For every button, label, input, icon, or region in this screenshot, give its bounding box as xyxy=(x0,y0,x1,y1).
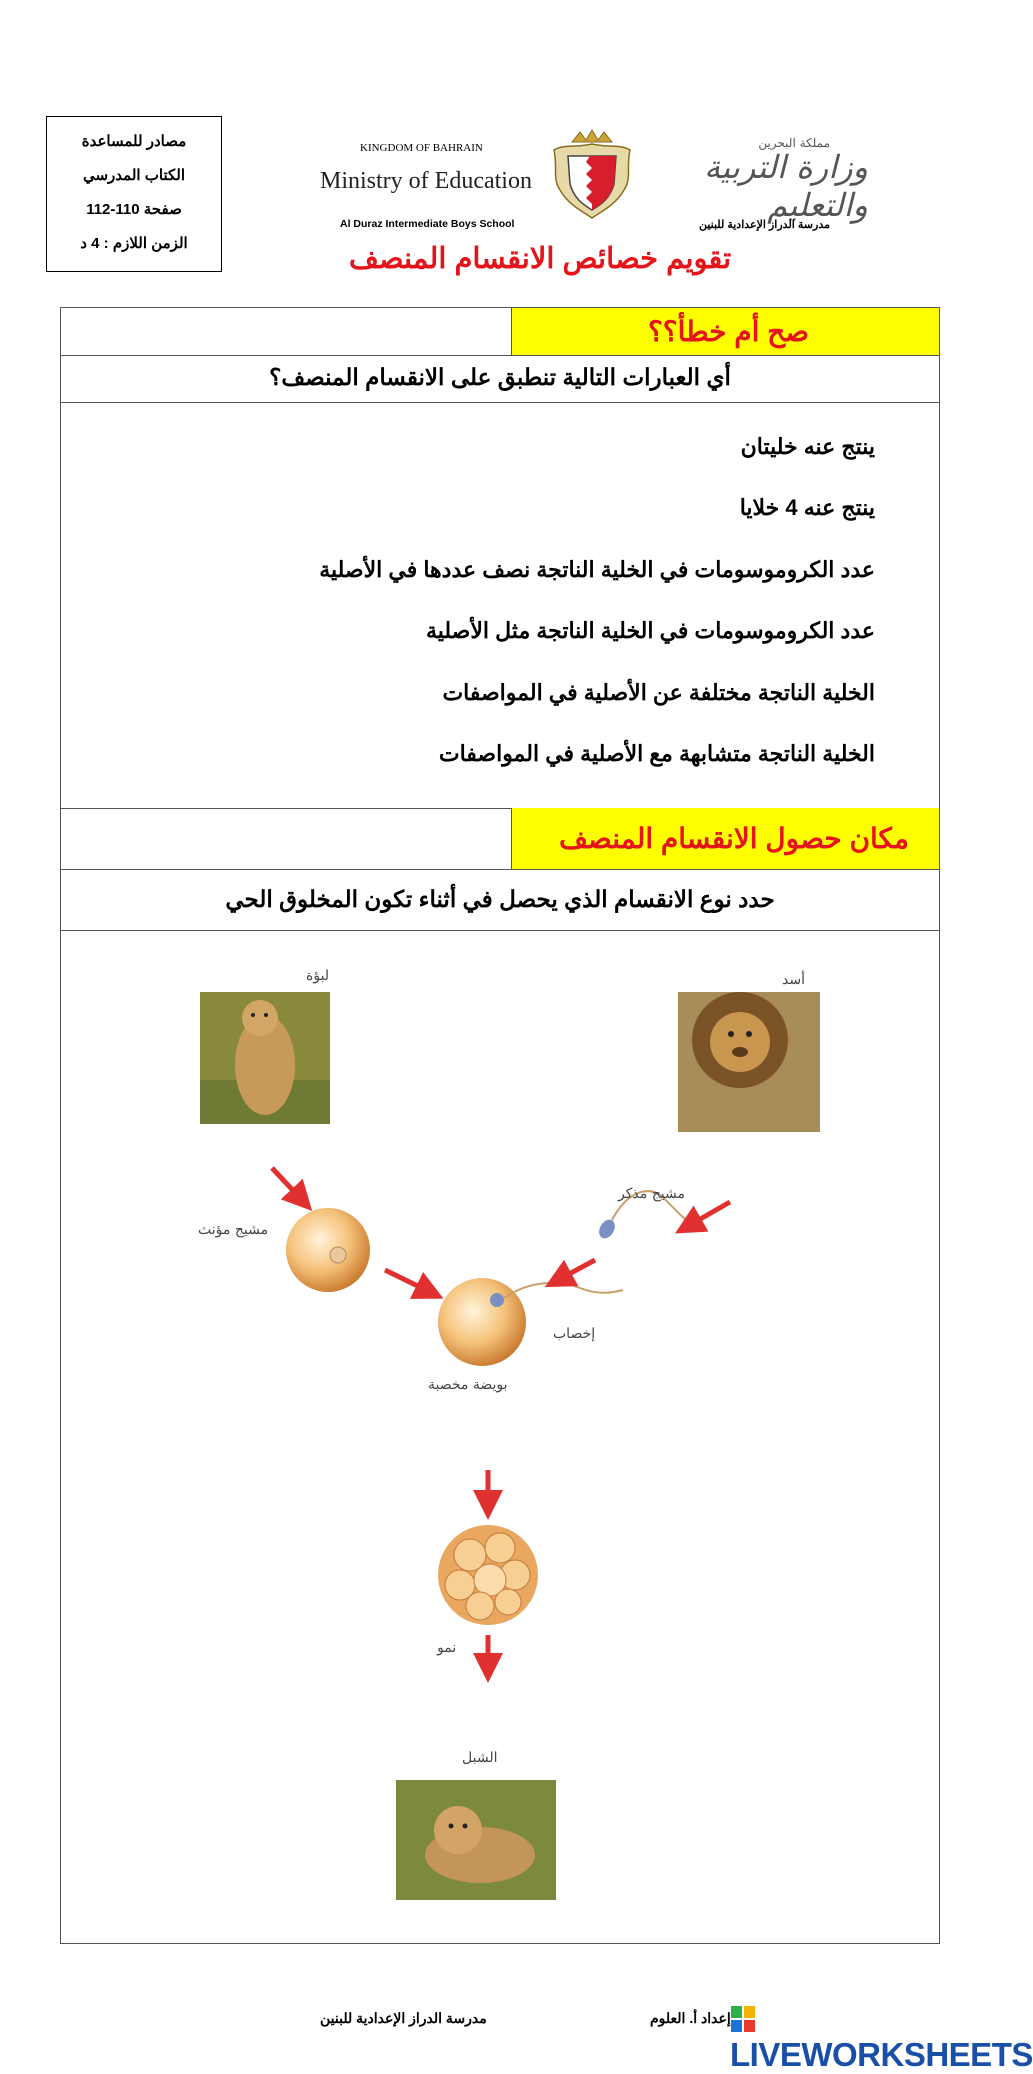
liveworksheets-logo[interactable] xyxy=(730,1998,1033,2074)
cub-photo xyxy=(396,1780,556,1900)
textbook-label: الكتاب المدرسي xyxy=(82,167,185,184)
divider xyxy=(61,869,939,870)
fertilized-egg-label: بويضة مخصبة xyxy=(428,1377,508,1393)
meiosis-location-heading: مكان حصول الانقسام المنصف xyxy=(511,808,939,869)
school-en: Al Duraz Intermediate Boys School xyxy=(340,218,515,230)
female-gamete-label: مشيج مؤنث xyxy=(198,1222,269,1238)
statement-1[interactable]: ينتج عنه خليتان xyxy=(740,434,875,459)
footer-teacher: إعداد أ. العلوم xyxy=(650,2010,731,2026)
divider xyxy=(61,402,939,403)
kingdom-ar: مملكة البحرين xyxy=(758,136,830,150)
time-label: الزمن اللازم : 4 د xyxy=(80,235,188,252)
fertilized-egg-cell xyxy=(438,1278,623,1366)
embryo-cell xyxy=(438,1525,538,1625)
divider xyxy=(61,355,939,356)
section1-question: أي العبارات التالية تنطبق على الانقسام المنصف؟ xyxy=(269,364,731,390)
lioness-photo xyxy=(200,992,330,1124)
statement-4[interactable]: عدد الكروموسومات في الخلية الناتجة مثل الأصلية xyxy=(425,618,875,643)
statement-2[interactable]: ينتج عنه 4 خلايا xyxy=(739,495,875,520)
bahrain-emblem-icon xyxy=(550,128,634,220)
school-ar: مدرسة الدراز الإعدادية للبنين xyxy=(698,219,830,231)
pages-label: صفحة 110-112 xyxy=(86,201,182,218)
female-gamete-cell xyxy=(286,1208,370,1292)
male-gamete-label: مشيج مذكر xyxy=(618,1186,685,1202)
statement-6[interactable]: الخلية الناتجة متشابهة مع الأصلية في المواصفات xyxy=(438,741,875,766)
brand-text: LIVEWORKSHEETS xyxy=(730,2036,1033,2073)
cub-label: الشبل xyxy=(462,1750,498,1766)
true-false-heading: صح أم خطأ؟؟ xyxy=(511,308,939,355)
statement-3[interactable]: عدد الكروموسومات في الخلية الناتجة نصف عددها في الأصلية xyxy=(319,557,875,582)
lioness-label: لبؤة xyxy=(306,968,330,984)
resources-title: مصادر للمساعدة xyxy=(81,133,187,150)
footer-school: مدرسة الدراز الإعدادية للبنين xyxy=(320,2010,487,2026)
fertilization-label: إخصاب xyxy=(553,1326,596,1342)
ministry-ar: وزارة التربية والتعليم xyxy=(704,148,868,224)
statement-5[interactable]: الخلية الناتجة مختلفة عن الأصلية في المواصفات xyxy=(442,680,875,705)
ministry-en: Ministry of Education xyxy=(320,168,532,194)
growth-label: نمو xyxy=(437,1640,457,1656)
page-title: تقويم خصائص الانقسام المنصف xyxy=(348,243,732,275)
lion-photo xyxy=(678,992,820,1132)
resources-box xyxy=(46,116,222,272)
reproduction-diagram xyxy=(60,930,940,1940)
liveworksheets-icon xyxy=(730,2004,756,2034)
section2-question: حدد نوع الانقسام الذي يحصل في أثناء تكون المخلوق الحي xyxy=(225,886,775,912)
kingdom-en: KINGDOM OF BAHRAIN xyxy=(360,142,483,154)
lion-label: أسد xyxy=(782,972,805,988)
